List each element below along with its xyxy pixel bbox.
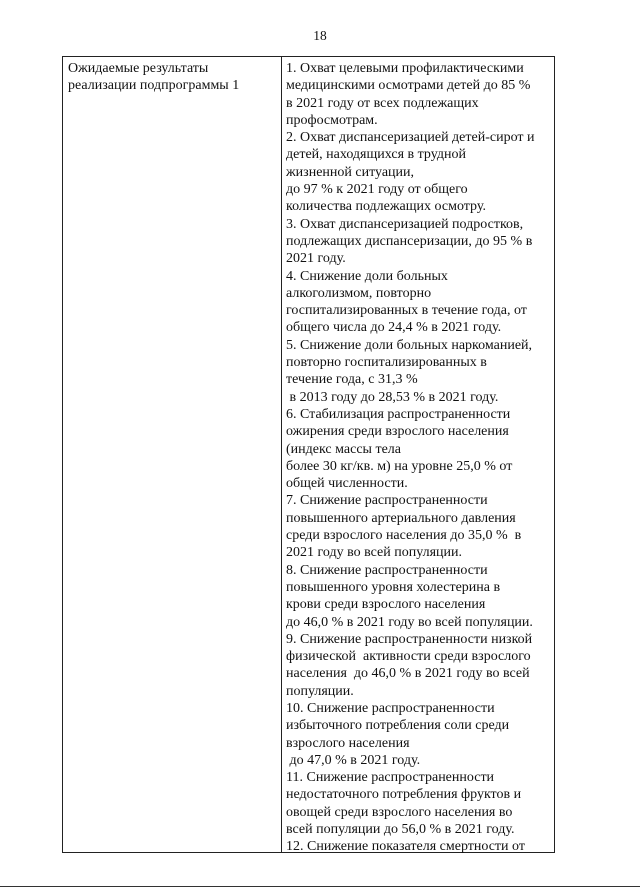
label-cell: [68, 60, 276, 94]
result-line: до 47,0 % в 2021 году.: [286, 752, 421, 768]
result-line: физической активности среди взрослого: [286, 649, 531, 665]
result-line: взрослого населения: [286, 735, 410, 751]
result-line: 5. Снижение доли больных наркоманией,: [286, 337, 533, 353]
result-line: 6. Стабилизация распространенности: [286, 406, 511, 422]
result-line: недостаточного потребления фруктов и: [286, 787, 522, 803]
column-divider: [281, 57, 282, 852]
result-line: крови среди взрослого населения: [286, 597, 486, 613]
label-line: реализации подпрограммы 1: [68, 78, 240, 93]
result-line: госпитализированных в течение года, от: [286, 303, 527, 319]
result-line: 1. Охват целевыми профилактическими: [286, 61, 524, 76]
result-line: 12. Снижение показателя смертности от: [286, 839, 525, 855]
result-line: повышенного артериального давления: [286, 510, 516, 526]
results-cell: [286, 60, 554, 856]
result-line: до 46,0 % в 2021 году во всей популяции.: [286, 614, 533, 630]
result-line: 9. Снижение распространенности низкой: [286, 631, 533, 647]
results-table: [62, 56, 555, 853]
result-line: медицинскими осмотрами детей до 85 %: [286, 78, 531, 94]
result-line: повышенного уровня холестерина в: [286, 579, 501, 595]
bottom-rule: [0, 886, 640, 887]
result-line: 2021 году.: [286, 251, 346, 267]
result-line: общего числа до 24,4 % в 2021 году.: [286, 320, 502, 336]
result-line: жизненной ситуации,: [286, 164, 415, 180]
result-line: (индекс массы тела: [286, 441, 401, 457]
result-line: 8. Снижение распространенности: [286, 562, 488, 578]
result-line: ожирения среди взрослого населения: [286, 424, 509, 440]
result-line: в 2013 году до 28,53 % в 2021 году.: [286, 389, 499, 405]
result-line: до 97 % к 2021 году от общего: [286, 182, 468, 198]
result-line: алкоголизмом, повторно: [286, 285, 432, 301]
page-number: 18: [313, 28, 327, 43]
result-line: овощей среди взрослого населения во: [286, 804, 513, 820]
result-line: всей популяции до 56,0 % в 2021 году.: [286, 822, 515, 838]
result-line: популяции.: [286, 683, 354, 699]
result-line: более 30 кг/кв. м) на уровне 25,0 % от: [286, 458, 513, 474]
result-line: 11. Снижение распространенности: [286, 770, 495, 786]
result-line: течение года, с 31,3 %: [286, 372, 418, 388]
result-line: 3. Охват диспансеризацией подростков,: [286, 216, 524, 232]
result-line: повторно госпитализированных в: [286, 355, 487, 371]
result-line: избыточного потребления соли среди: [286, 718, 510, 734]
result-line: в 2021 году от всех подлежащих: [286, 95, 479, 111]
label-line: Ожидаемые результаты: [68, 61, 209, 76]
result-line: детей, находящихся в трудной: [286, 147, 466, 163]
result-line: общей численности.: [286, 476, 408, 492]
result-line: 2. Охват диспансеризацией детей-сирот и: [286, 130, 535, 146]
result-line: количества подлежащих осмотру.: [286, 199, 486, 215]
result-line: населения до 46,0 % в 2021 году во всей: [286, 666, 530, 682]
result-line: 7. Снижение распространенности: [286, 493, 488, 509]
result-line: 4. Снижение доли больных: [286, 268, 448, 284]
result-line: подлежащих диспансеризации, до 95 % в: [286, 233, 533, 249]
result-line: среди взрослого населения до 35,0 % в: [286, 528, 522, 544]
result-line: профосмотрам.: [286, 112, 378, 128]
result-line: 10. Снижение распространенности: [286, 700, 495, 716]
result-line: 2021 году во всей популяции.: [286, 545, 463, 561]
